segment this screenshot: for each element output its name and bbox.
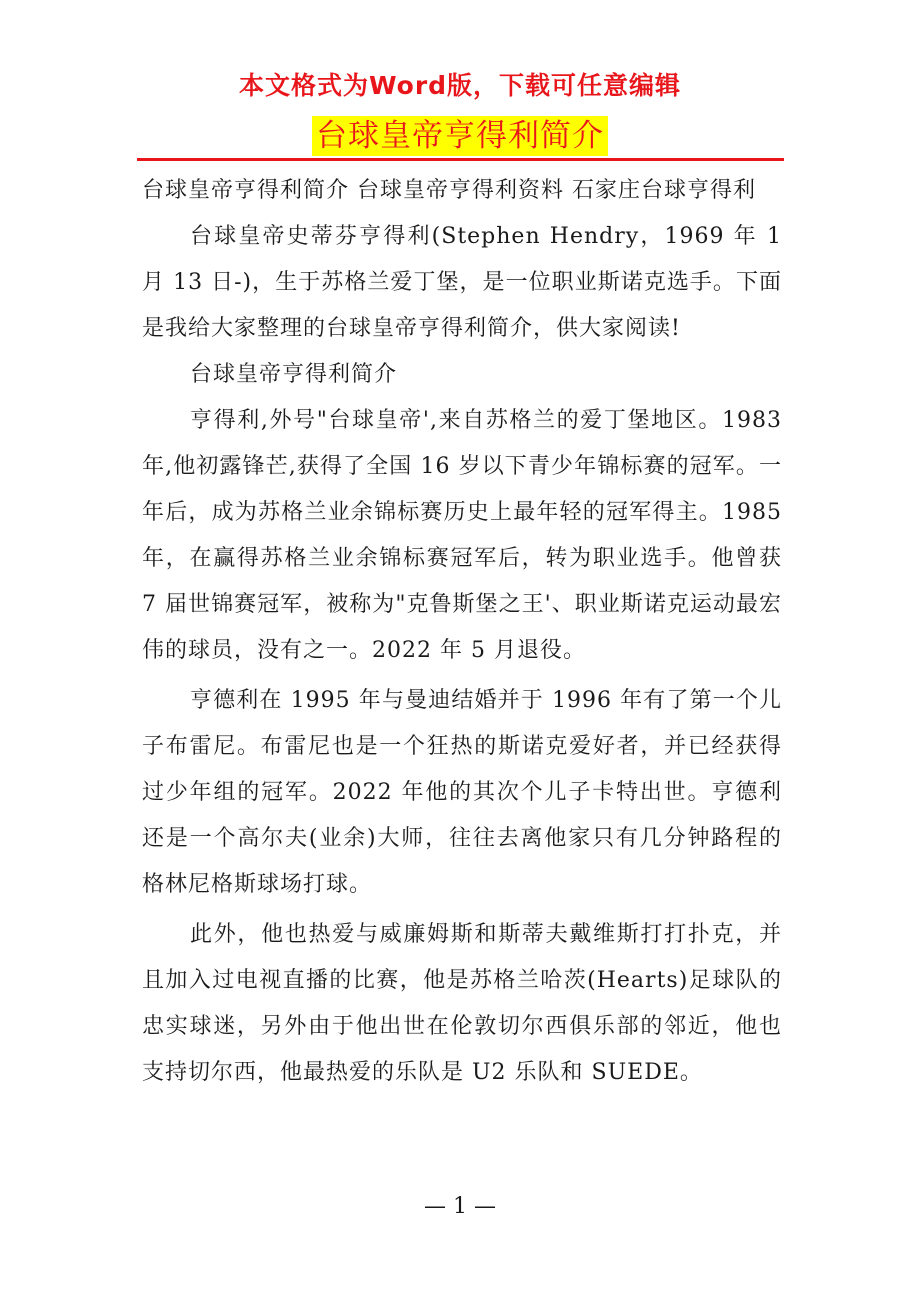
section-heading: 台球皇帝亨得利简介 [190, 362, 398, 387]
article-body [142, 168, 782, 1096]
hobbies-paragraph: 此外，他也热爱与威廉姆斯和斯蒂夫戴维斯打打扑克，并且加入过电视直播的比赛，他是苏格兰哈茨(Hearts)足球队的忠实球迷，另外由于他出世在伦敦切尔西俱乐部的邻近，他也支持切尔西，他最热爱的乐队是 U2 乐队和 SUEDE。 [142, 922, 782, 1085]
keywords-paragraph: 台球皇帝亨得利简介 台球皇帝亨得利资料 石家庄台球亨得利 [142, 178, 756, 203]
document-title: 台球皇帝亨得利简介 [312, 116, 608, 156]
intro-paragraph: 台球皇帝史蒂芬亨得利(Stephen Hendry，1969 年 1 月 13 日-)，生于苏格兰爱丁堡，是一位职业斯诺克选手。下面是我给大家整理的台球皇帝亨得利简介，供大家阅读! [142, 224, 782, 341]
title-divider [137, 158, 784, 161]
format-notice: 本文格式为Word版，下载可任意编辑 [238, 71, 682, 100]
title-container [0, 116, 920, 156]
family-paragraph: 亨德利在 1995 年与曼迪结婚并于 1996 年有了第一个儿子布雷尼。布雷尼也是一个狂热的斯诺克爱好者，并已经获得过少年组的冠军。2022 年他的其次个儿子卡特出世。亨德利还是一个高尔夫(业余)大师，往往去离他家只有几分钟路程的格林尼格斯球场打球。 [142, 688, 782, 897]
page-number: — 1 — [424, 1194, 496, 1219]
career-paragraph: 亨得利,外号"台球皇帝',来自苏格兰的爱丁堡地区。1983年,他初露锋芒,获得了全国 16 岁以下青少年锦标赛的冠军。一年后，成为苏格兰业余锦标赛历史上最年轻的冠军得主。1985 年，在赢得苏格兰业余锦标赛冠军后，转为职业选手。他曾获 7 届世锦赛冠军，被称为"克鲁斯堡之王'、职业斯诺克运动最宏伟的球员，没有之一。2022 年 5 月退役。 [142, 408, 782, 663]
